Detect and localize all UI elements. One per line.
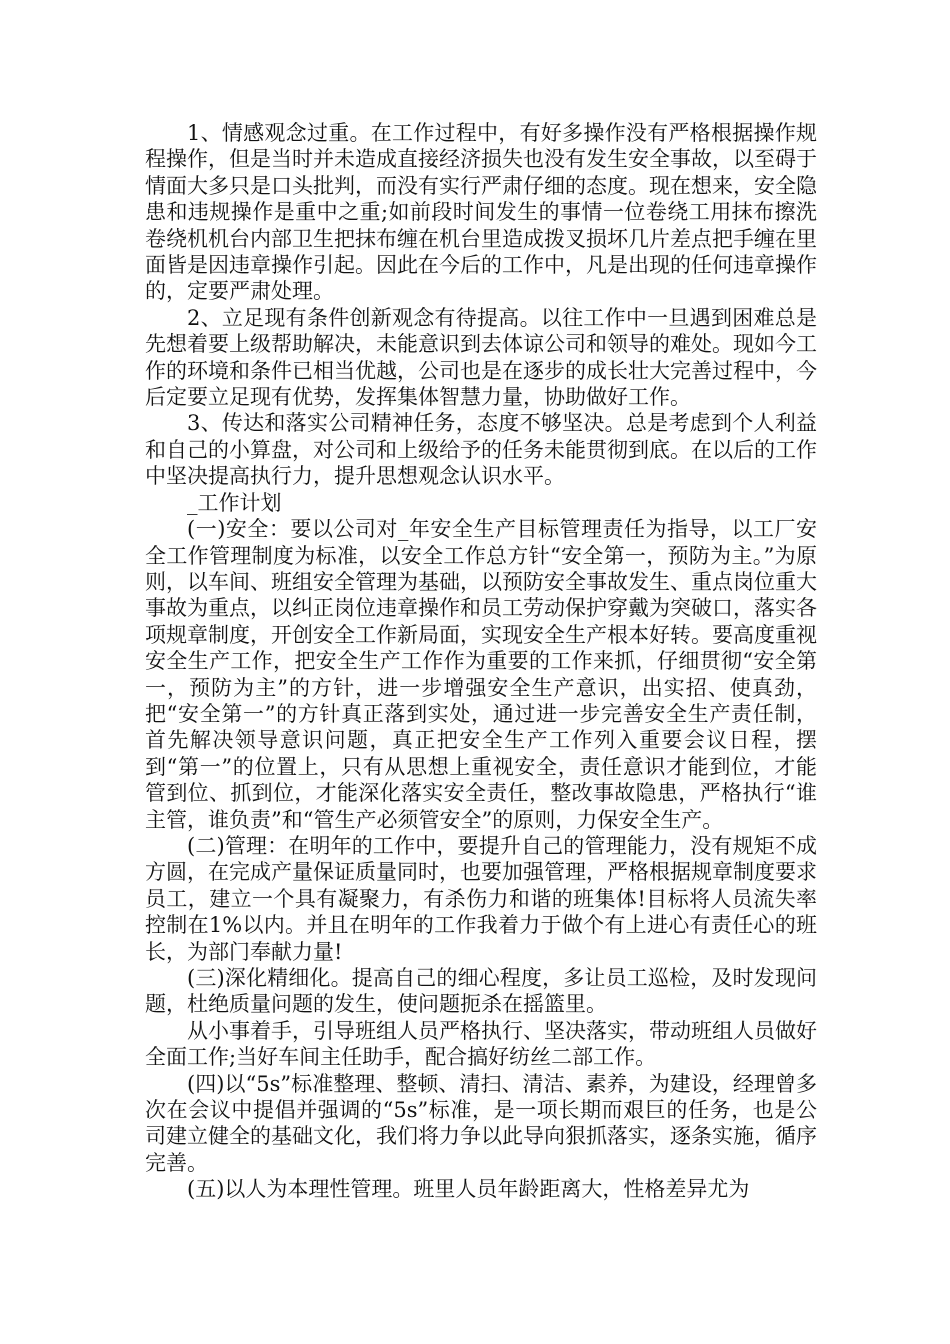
paragraph-safety: (一)安全：要以公司对_年安全生产目标管理责任为指导，以工厂安全工作管理制度为标准，以安全工作总方针“安全第一，预防为主。”为原则，以车间、班组安全管理为基础，以预防安全事故发生、重点岗位重大事故为重点，以纠正岗位违章操作和员工劳动保护穿戴为突破口，落实各项规章制度，开创安全工作新局面，实现安全生产根本好转。要高度重视安全生产工作，把安全生产工作作为重要的工作来抓，仔细贯彻“安全第一，预防为主”的方针，进一步增强安全生产意识，出实招、使真劲，把“安全第一”的方针真正落到实处，通过进一步完善安全生产责任制，首先解决领导意识问题，真正把安全生产工作列入重要会议日程，摆到“第一”的位置上，只有从思想上重视安全，责任意识才能到位，才能管到位、抓到位，才能深化落实安全责任，整改事故隐患，严格执行“谁主管，谁负责”和“管生产必须管安全”的原则，力保安全生产。: [145, 517, 817, 832]
paragraph-1: 1、情感观念过重。在工作过程中，有好多操作没有严格根据操作规程操作，但是当时并未造成直接经济损失也没有发生安全事故，以至碍于情面大多只是口头批判，而没有实行严肃仔细的态度。现在想来，安全隐患和违规操作是重中之重;如前段时间发生的事情一位卷绕工用抹布擦洗卷绕机机台内部卫生把抹布缠在机台里造成拨叉损坏几片差点把手缠在里面皆是因违章操作引起。因此在今后的工作中，凡是出现的任何违章操作的，定要严肃处理。: [145, 121, 817, 304]
paragraph-small-things: 从小事着手，引导班组人员严格执行、坚决落实，带动班组人员做好全面工作;当好车间主任助手，配合搞好纺丝二部工作。: [145, 1018, 817, 1070]
paragraph-management: (二)管理：在明年的工作中，要提升自己的管理能力，没有规矩不成方圆，在完成产量保证质量同时，也要加强管理，严格根据规章制度要求员工，建立一个具有凝聚力，有杀伤力和谐的班集体!目标将人员流失率控制在1%以内。并且在明年的工作我着力于做个有上进心有责任心的班长，为部门奉献力量!: [145, 833, 817, 964]
section-heading-work-plan: _工作计划: [187, 490, 282, 515]
paragraph-5s: (四)以“5s”标准整理、整顿、清扫、清洁、素养，为建设，经理曾多次在会议中提倡并强调的“5s”标准，是一项长期而艰巨的任务，也是公司建立健全的基础文化，我们将力争以此导向狠抓落实，逐条实施，循序完善。: [145, 1071, 817, 1175]
paragraph-refinement: (三)深化精细化。提高自己的细心程度，多让员工巡检，及时发现问题，杜绝质量问题的发生，使问题扼杀在摇篮里。: [145, 966, 817, 1017]
paragraph-people-oriented: (五)以人为本理性管理。班里人员年龄距离大，性格差异尤为: [187, 1177, 750, 1202]
paragraph-2: 2、立足现有条件创新观念有待提高。以往工作中一旦遇到困难总是先想着要上级帮助解决，未能意识到去体谅公司和领导的难处。现如今工作的环境和条件已相当优越，公司也是在逐步的成长壮大完善过程中，今后定要立足现有优势，发挥集体智慧力量，协助做好工作。: [145, 305, 817, 410]
paragraph-3: 3、传达和落实公司精神任务，态度不够坚决。总是考虑到个人利益和自己的小算盘，对公司和上级给予的任务未能贯彻到底。在以后的工作中坚决提高执行力，提升思想观念认识水平。: [145, 411, 817, 489]
document-body: [145, 120, 817, 1203]
